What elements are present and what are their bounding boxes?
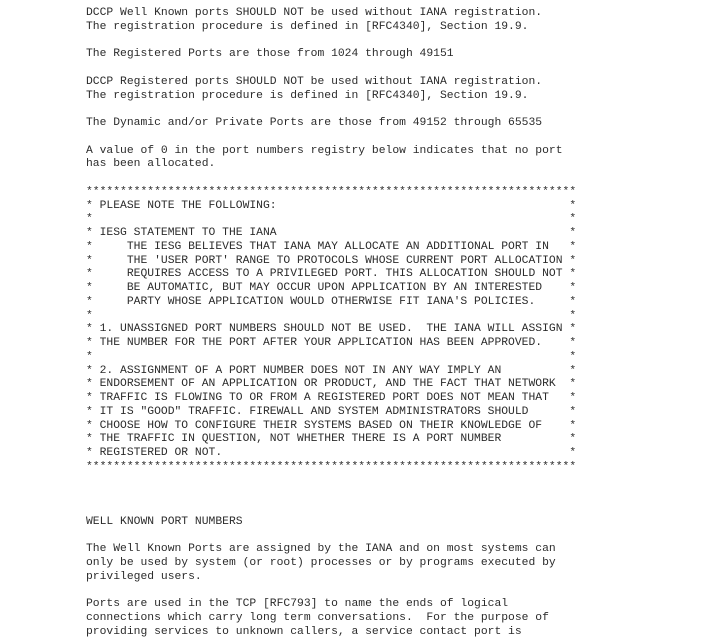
section-heading: WELL KNOWN PORT NUMBERS [86,515,243,528]
notice-box-border: ************************************************************************ [86,460,577,473]
text-line: The Well Known Ports are assigned by the IANA and on most systems can [86,543,556,556]
blank-line [86,35,576,49]
notice-box-line: * REQUIRES ACCESS TO A PRIVILEGED PORT. THIS ALLOCATION SHOULD NOT * [86,268,577,281]
notice-box-line: * * [86,350,577,363]
text-line: connections which carry long term conversations. For the purpose of [86,612,549,624]
notice-box-line: * CHOOSE HOW TO CONFIGURE THEIR SYSTEMS BASED ON THEIR KNOWLEDGE OF * [86,419,577,432]
text-line: providing services to unknown callers, a service contact port is [86,625,522,638]
text-line: DCCP Well Known ports SHOULD NOT be used without IANA registration. [86,7,543,19]
notice-box-border: ************************************************************************ [86,185,577,198]
notice-box-line: * TRAFFIC IS FLOWING TO OR FROM A REGISTERED PORT DOES NOT MEAN THAT * [86,392,577,404]
notice-box-line: * PLEASE NOTE THE FOLLOWING: * [86,199,577,212]
notice-box-line: * THE TRAFFIC IN QUESTION, NOT WHETHER THERE IS A PORT NUMBER * [86,433,577,446]
document-text [86,7,576,640]
text-line: The registration procedure is defined in [RFC4340], Section 19.9. [86,20,529,33]
notice-box-line: * THE NUMBER FOR THE PORT AFTER YOUR APPLICATION HAS BEEN APPROVED. * [86,337,577,349]
notice-box-line: * ENDORSEMENT OF AN APPLICATION OR PRODUCT, AND THE FACT THAT NETWORK * [86,378,577,391]
notice-box-line: * IT IS "GOOD" TRAFFIC. FIREWALL AND SYSTEM ADMINISTRATORS SHOULD * [86,405,577,418]
notice-box-line: * BE AUTOMATIC, BUT MAY OCCUR UPON APPLICATION BY AN INTERESTED * [86,282,577,294]
notice-box-line: * * [86,309,577,322]
text-line: Ports are used in the TCP [RFC793] to name the ends of logical [86,598,509,611]
blank-line [86,103,576,117]
text-line: The registration procedure is defined in [RFC4340], Section 19.9. [86,89,529,102]
blank-line [86,475,576,489]
blank-line [86,502,576,516]
notice-box-line: * THE IESG BELIEVES THAT IANA MAY ALLOCATE AN ADDITIONAL PORT IN * [86,240,577,253]
notice-box-line: * * [86,213,577,226]
notice-box-line: * 1. UNASSIGNED PORT NUMBERS SHOULD NOT BE USED. THE IANA WILL ASSIGN * [86,323,577,336]
blank-line [86,62,576,76]
text-line: The Dynamic and/or Private Ports are those from 49152 through 65535 [86,117,543,129]
blank-line [86,488,576,502]
notice-box-line: * REGISTERED OR NOT. * [86,447,577,459]
blank-line [86,172,576,186]
text-line: privileged users. [86,570,202,583]
blank-line [86,530,576,544]
blank-line [86,131,576,145]
notice-box-line: * THE 'USER PORT' RANGE TO PROTOCOLS WHOSE CURRENT PORT ALLOCATION * [86,254,577,267]
text-line: The Registered Ports are those from 1024 through 49151 [86,48,454,61]
blank-line [86,585,576,599]
text-line: DCCP Registered ports SHOULD NOT be used without IANA registration. [86,75,543,88]
text-line: has been allocated. [86,158,216,171]
notice-box-line: * PARTY WHOSE APPLICATION WOULD OTHERWISE FIT IANA'S POLICIES. * [86,295,577,308]
text-line: A value of 0 in the port numbers registry below indicates that no port [86,144,563,157]
notice-box-line: * 2. ASSIGNMENT OF A PORT NUMBER DOES NOT IN ANY WAY IMPLY AN * [86,364,577,377]
text-line: only be used by system (or root) processes or by programs executed by [86,557,556,569]
notice-box-line: * IESG STATEMENT TO THE IANA * [86,227,577,239]
